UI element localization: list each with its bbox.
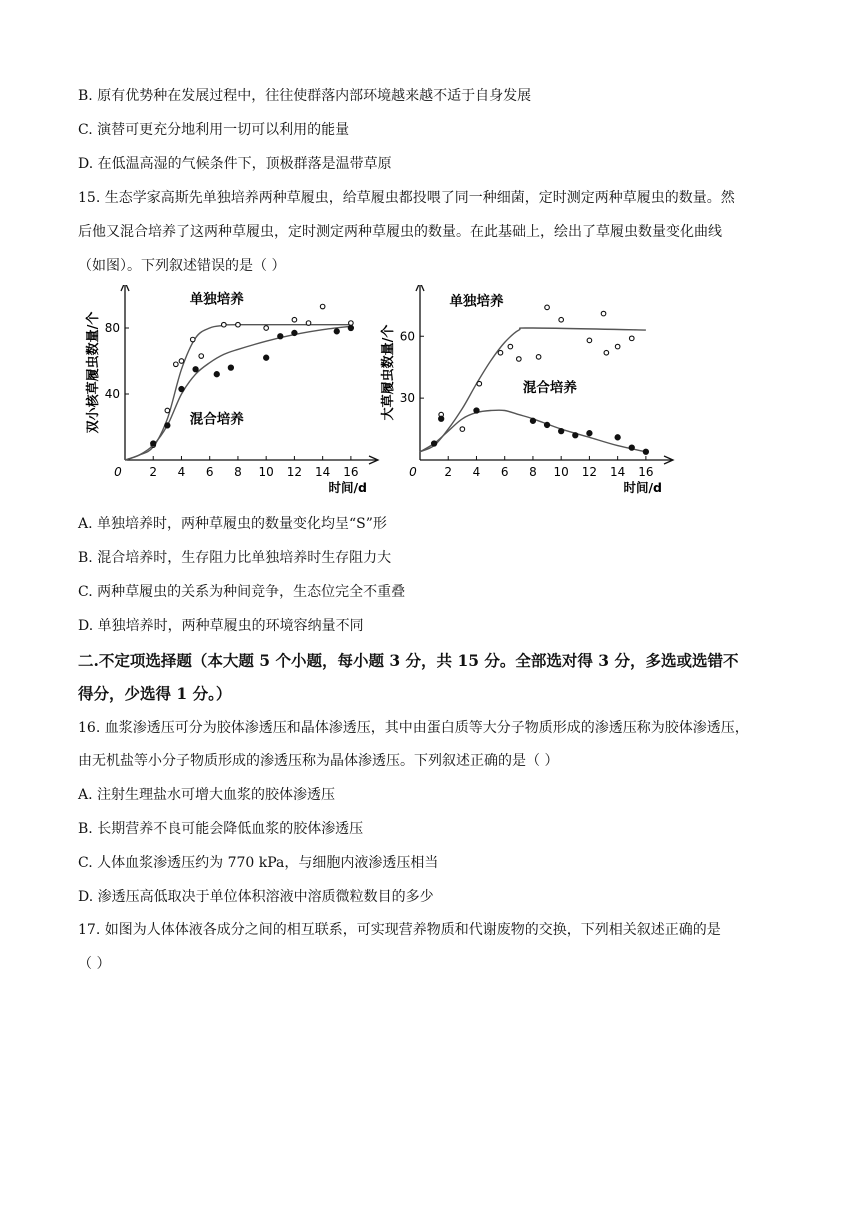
chart0-series-1-point [348, 325, 353, 330]
chart0-series-1-point [264, 355, 269, 360]
chart0-y-axis-label: 双小核草履虫数量/个 [86, 311, 101, 434]
q15-option-b: B. 混合培养时，生存阻力比单独培养时生存阻力大 [78, 550, 392, 566]
chart0-series-0-point [174, 362, 179, 367]
q16-stem-line-2: 由无机盐等小分子物质形成的渗透压称为晶体渗透压。下列叙述正确的是（ ） [78, 753, 559, 769]
chart1-x-tick-label: 12 [581, 465, 598, 479]
chart1-x-tick-label: 4 [472, 465, 481, 479]
chart0-series-1-curve [125, 326, 351, 460]
chart0-series-0-point [236, 322, 241, 327]
chart1-series-0-point [498, 350, 503, 355]
chart0-series-0-point [190, 337, 195, 342]
chart0-series-1-point [278, 334, 283, 339]
chart0-series-0-point [292, 317, 297, 322]
chart1-x-tick-label: 14 [610, 465, 626, 479]
chart0-y-tick-label: 40 [104, 387, 120, 401]
chart1-series-1-point [432, 441, 437, 446]
chart1-series-1-point [530, 418, 535, 423]
chart0-series-1-point [292, 330, 297, 335]
q14-option-c: C. 演替可更充分地利用一切可以利用的能量 [78, 122, 350, 138]
q17-stem-line-1: 17. 如图为人体体液各成分之间的相互联系，可实现营养物质和代谢废物的交换，下列相关叙述正确的是 [78, 922, 721, 938]
chart0-series-0-label: 单独培养 [189, 291, 244, 308]
chart1-series-1-point [439, 416, 444, 421]
chart0-x-tick-label: 8 [234, 465, 242, 479]
chart0-series-1-point [151, 441, 156, 446]
chart1-series-0-point [615, 344, 620, 349]
chart0-series-1-point [193, 367, 198, 372]
chart0-x-tick-label: 12 [286, 465, 303, 479]
chart1-series-0-point [477, 381, 482, 386]
q16-stem-line-1: 16. 血浆渗透压可分为胶体渗透压和晶体渗透压，其中由蛋白质等大分子物质形成的渗透压称为胶体渗透压， [78, 720, 749, 736]
q14-option-b: B. 原有优势种在发展过程中，往往使群落内部环境越来越不适于自身发展 [78, 88, 532, 104]
chart1-series-1-point [615, 435, 620, 440]
q14-option-d: D. 在低温高湿的气候条件下，顶极群落是温带草原 [78, 156, 392, 172]
chart1-x-tick-label: 10 [553, 465, 569, 479]
q15-stem-line-1: 15. 生态学家高斯先单独培养两种草履虫，给草履虫都投喂了同一种细菌，定时测定两种草履虫的数量。然 [78, 190, 735, 206]
section-heading-line-1: 二.不定项选择题（本大题 5 个小题，每小题 3 分，共 15 分。全部选对得 3 分，多选或选错不 [78, 651, 739, 670]
chart0-series-0-point [165, 408, 170, 413]
chart1-x-tick-label: 6 [500, 465, 509, 479]
chart1-y-tick-label: 60 [399, 329, 415, 344]
chart0-x-tick-label: 10 [258, 465, 274, 479]
q15-stem-line-2: 后他又混合培养了这两种草履虫，定时测定两种草履虫的数量。在此基础上，绘出了草履虫数量变化曲线 [78, 224, 722, 240]
chart0-series-0-point [222, 322, 227, 327]
q15-option-d: D. 单独培养时，两种草履虫的环境容纳量不同 [78, 618, 364, 634]
q16-option-b: B. 长期营养不良可能会降低血浆的胶体渗透压 [78, 821, 364, 837]
chart1-y-tick-label: 30 [399, 391, 415, 406]
chart0-series-1-point [228, 365, 233, 370]
chart1-series-1-point [587, 431, 592, 436]
chart1-series-0-point [545, 305, 550, 310]
chart1-series-1-point [573, 433, 578, 438]
chart0-series-0-point [320, 304, 325, 309]
chart1-series-0-point [536, 355, 541, 360]
chart1-series-0-point [460, 427, 465, 432]
chart1-series-0-point [559, 317, 564, 322]
chart0-x-tick-label: 14 [315, 465, 331, 479]
figure-paramecium-caudatum [375, 285, 685, 504]
chart1-x-axis-label: 时间/d [623, 480, 662, 495]
chart0-series-1-point [214, 372, 219, 377]
q16-option-d: D. 渗透压高低取决于单位体积溶液中溶质微粒数目的多少 [78, 889, 434, 905]
chart1-series-1-curve [420, 410, 646, 452]
chart1-x-tick-label: 2 [444, 465, 453, 479]
chart1-series-1-point [544, 422, 549, 427]
chart0-series-1-point [165, 423, 170, 428]
figure-paramecium-aurelia [80, 285, 390, 504]
q16-option-a: A. 注射生理盐水可增大血浆的胶体渗透压 [78, 787, 336, 803]
chart0-series-0-point [306, 321, 311, 326]
chart0-series-1-label: 混合培养 [189, 411, 244, 428]
chart1-series-0-point [604, 350, 609, 355]
chart1-series-0-label: 单独培养 [449, 293, 504, 310]
chart0-series-1-point [179, 386, 184, 391]
section-heading-line-2: 得分，少选得 1 分。） [78, 684, 232, 703]
chart1-series-0-point [517, 357, 522, 362]
chart1-series-0-point [587, 338, 592, 343]
chart1-x-tick-label: 8 [529, 465, 537, 479]
chart1-series-1-point [643, 449, 648, 454]
chart0-series-0-point [199, 354, 204, 359]
chart0-x-tick-label: 2 [149, 465, 158, 479]
chart0-series-0-point [179, 359, 184, 364]
chart1-series-1-point [629, 445, 634, 450]
chart1-x-tick-label: 0 [409, 465, 417, 479]
chart1-series-0-point [629, 336, 634, 341]
chart0-series-0-point [349, 321, 354, 326]
chart1-series-1-point [474, 408, 479, 413]
chart0-x-tick-label: 0 [114, 465, 122, 479]
chart0-series-0-point [264, 326, 269, 331]
chart1-series-0-point [508, 344, 513, 349]
chart1-y-axis-label: 大草履虫数量/个 [381, 324, 396, 421]
q17-stem-line-2: （ ） [78, 956, 111, 972]
chart1-series-1-point [559, 429, 564, 434]
chart0-x-tick-label: 4 [177, 465, 186, 479]
chart0-series-0-curve [125, 325, 351, 460]
chart1-series-0-point [601, 311, 606, 316]
q15-stem-line-3: （如图）。下列叙述错误的是（ ） [78, 258, 286, 274]
chart1-x-tick-label: 16 [638, 465, 654, 479]
chart0-x-tick-label: 6 [205, 465, 214, 479]
chart0-y-tick-label: 80 [104, 321, 120, 335]
chart0-x-tick-label: 16 [343, 465, 359, 479]
chart0-x-axis-label: 时间/d [328, 480, 367, 495]
chart0-series-1-point [334, 329, 339, 334]
q16-option-c: C. 人体血浆渗透压约为 770 kPa，与细胞内液渗透压相当 [78, 855, 439, 871]
q15-option-a: A. 单独培养时，两种草履虫的数量变化均呈“S”形 [78, 516, 387, 532]
q15-option-c: C. 两种草履虫的关系为种间竞争，生态位完全不重叠 [78, 584, 406, 600]
chart1-series-1-label: 混合培养 [522, 379, 577, 396]
